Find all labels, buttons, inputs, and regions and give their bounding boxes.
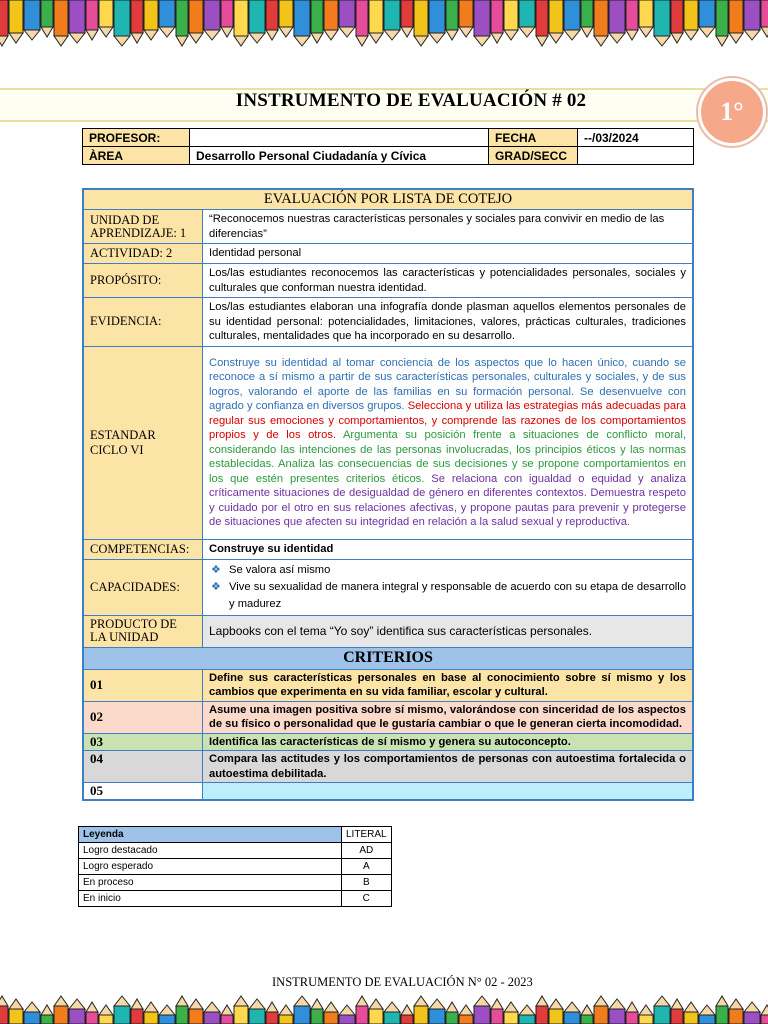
pencil-icon bbox=[159, 1005, 175, 1024]
diamond-bullet-icon: ❖ bbox=[211, 563, 221, 576]
pencil-icon-row bbox=[0, 0, 768, 48]
criteria-text: Identifica las características de sí mismo y genera su autoconcepto. bbox=[203, 733, 694, 751]
pencil-icon bbox=[249, 999, 265, 1024]
actividad-value: Identidad personal bbox=[203, 244, 694, 264]
evidencia-label: EVIDENCIA: bbox=[83, 298, 203, 347]
pencil-icon bbox=[266, 0, 278, 40]
legend-label: Logro esperado bbox=[79, 859, 342, 875]
capacidad-item: ❖ Se valora así mismo bbox=[209, 562, 686, 579]
legend-label: En inicio bbox=[79, 891, 342, 907]
actividad-label: ACTIVIDAD: 2 bbox=[83, 244, 203, 264]
estandar-text-purple: Se relaciona con igualdad o equidad y analiza críticamente situaciones de desigualdad de género en diferentes contextos. Demuestra respeto y cuidado por el otro en sus relaciones afectivas, y propone pautas para prevenir y protegerse de situaciones que afecten su integridad en relación a la salud sexual y reproductiva. bbox=[209, 472, 686, 528]
pencil-icon bbox=[189, 999, 203, 1024]
pencil-icon bbox=[279, 0, 293, 37]
pencil-icon bbox=[41, 0, 53, 37]
pencil-icon bbox=[609, 0, 625, 43]
footer-text: INSTRUMENTO DE EVALUACIÓN N° 02 - 2023 bbox=[272, 975, 533, 989]
legend-value: B bbox=[342, 875, 392, 891]
estandar-text-blue: Construye su identidad al tomar conciencia de los aspectos que lo hacen único, cuando se reconoce a sí mismo a partir de sus características personales, culturales y sociales, y de sus logros, valorando el aporte de las familias en su formación personal. Se desenvuelve con agrado y confianza en diversos grupos. bbox=[209, 356, 686, 412]
grado-field[interactable] bbox=[578, 147, 694, 165]
area-field[interactable]: Desarrollo Personal Ciudadanía y Cívica bbox=[190, 147, 489, 165]
pencil-icon bbox=[474, 996, 490, 1024]
pencil-icon bbox=[549, 0, 563, 43]
pencil-icon bbox=[131, 0, 143, 43]
pencil-icon bbox=[234, 0, 248, 46]
pencil-icon bbox=[729, 0, 743, 43]
criteria-row bbox=[83, 733, 693, 751]
pencil-icon bbox=[294, 0, 310, 46]
pencil-icon bbox=[221, 1005, 233, 1024]
pencil-icon bbox=[519, 1005, 535, 1024]
pencil-icon bbox=[459, 1005, 473, 1024]
pencil-icon bbox=[536, 0, 548, 46]
pencil-icon bbox=[581, 1005, 593, 1024]
legend-label: Logro destacado bbox=[79, 843, 342, 859]
pencil-icon bbox=[99, 1005, 113, 1024]
pencil-icon bbox=[581, 0, 593, 37]
pencil-icon bbox=[99, 0, 113, 37]
criteria-text: Compara las actitudes y los comportamientos de personas con autoestima fortalecida o autoestima debilitada. bbox=[203, 751, 694, 783]
unidad-value: “Reconocemos nuestras características personales y sociales para convivir en medio de las diferencias” bbox=[203, 210, 694, 244]
pencil-icon bbox=[311, 999, 323, 1024]
pencil-icon bbox=[144, 0, 158, 40]
pencil-icon bbox=[249, 0, 265, 43]
pencil-icon bbox=[384, 1002, 400, 1024]
profesor-label: PROFESOR: bbox=[83, 129, 190, 147]
producto-label: PRODUCTO DE LA UNIDAD bbox=[83, 615, 203, 647]
criteria-number: 04 bbox=[83, 751, 203, 783]
pencil-icon bbox=[339, 0, 355, 37]
pencil-icon bbox=[414, 0, 428, 46]
pencil-icon bbox=[671, 999, 683, 1024]
criteria-heading: CRITERIOS bbox=[83, 647, 693, 669]
pencil-icon bbox=[626, 1002, 638, 1024]
pencil-icon bbox=[369, 0, 383, 43]
criteria-row bbox=[83, 701, 693, 733]
pencil-icon bbox=[594, 996, 608, 1024]
legend-header: Leyenda bbox=[79, 827, 342, 843]
criteria-row bbox=[83, 751, 693, 783]
pencil-icon bbox=[429, 999, 445, 1024]
pencil-icon bbox=[761, 1005, 768, 1024]
criteria-row bbox=[83, 783, 693, 801]
pencil-icon bbox=[339, 1005, 355, 1024]
pencil-icon bbox=[356, 0, 368, 46]
criteria-text: Define sus características personales en base al conocimiento sobre sí mismo y los cambios que experimenta en su vida familiar, escolar y cultural. bbox=[203, 669, 694, 701]
pencil-icon bbox=[716, 0, 728, 46]
page-title: INSTRUMENTO DE EVALUACIÓN # 02 bbox=[235, 90, 587, 111]
pencil-icon bbox=[266, 1002, 278, 1024]
pencil-icon bbox=[114, 0, 130, 46]
proposito-label: PROPÓSITO: bbox=[83, 264, 203, 298]
area-label: ÀREA bbox=[83, 147, 190, 165]
pencil-icon bbox=[41, 1005, 53, 1024]
pencil-icon bbox=[9, 999, 23, 1024]
legend-value: C bbox=[342, 891, 392, 907]
pencil-icon bbox=[189, 0, 203, 43]
pencil-icon bbox=[504, 1002, 518, 1024]
pencil-icon bbox=[491, 0, 503, 43]
pencil-icon-row bbox=[0, 994, 768, 1024]
evaluation-table bbox=[82, 188, 694, 801]
capacidad-item: ❖ Vive su sexualidad de manera integral y responsable de acuerdo con su etapa de desarrollo y madurez bbox=[211, 580, 686, 610]
pencil-icon bbox=[564, 1002, 580, 1024]
pencil-icon bbox=[446, 0, 458, 40]
pencil-icon bbox=[699, 1005, 715, 1024]
evidencia-value: Los/las estudiantes elaboran una infografía donde plasman aquellos elementos personales de su identidad personal: potencialidades, limitaciones, valores, prácticas culturales, tradiciones culturales, mentalidades que ha incorporado en su desarrollo. bbox=[203, 298, 694, 347]
capacidades-list bbox=[203, 559, 694, 615]
pencil-icon bbox=[54, 0, 68, 46]
pencil-icon bbox=[356, 996, 368, 1024]
pencil-icon bbox=[131, 999, 143, 1024]
pencil-icon bbox=[384, 0, 400, 40]
pencil-icon bbox=[369, 999, 383, 1024]
pencil-icon bbox=[639, 0, 653, 37]
grado-label: GRAD/SECC bbox=[489, 147, 578, 165]
criteria-text: Asume una imagen positiva sobre sí mismo, valorándose con sinceridad de los aspectos de su físico o personalidad que le gustaría cambiar o que le generan cierta incomodidad. bbox=[203, 701, 694, 733]
legend-value: AD bbox=[342, 843, 392, 859]
capacidades-label: CAPACIDADES: bbox=[83, 559, 203, 615]
pencil-icon bbox=[761, 0, 768, 37]
grade-badge: 1° bbox=[698, 78, 766, 146]
criteria-number: 02 bbox=[83, 701, 203, 733]
competencias-value: Construye su identidad bbox=[203, 539, 694, 559]
pencil-icon bbox=[504, 0, 518, 40]
pencil-icon bbox=[9, 0, 23, 43]
pencil-icon bbox=[324, 1002, 338, 1024]
pencil-icon bbox=[86, 0, 98, 40]
pencil-icon bbox=[221, 0, 233, 37]
pencil-icon bbox=[114, 996, 130, 1024]
pencil-icon bbox=[176, 0, 188, 46]
legend-label: En proceso bbox=[79, 875, 342, 891]
criteria-number: 03 bbox=[83, 733, 203, 751]
pencil-icon bbox=[86, 1002, 98, 1024]
estandar-text-green: Argumenta su posición frente a situaciones de conflicto moral, considerando las intenciones de las personas involucradas, los principios éticos y las normas establecidas. Analiza las consecuencias de sus decisiones y se propone comportamientos en los que estén presentes criterios éticos. bbox=[209, 429, 687, 485]
pencil-icon bbox=[414, 996, 428, 1024]
pencil-icon bbox=[626, 0, 638, 40]
pencil-icon bbox=[744, 0, 760, 40]
pencil-icon bbox=[654, 996, 670, 1024]
pencil-icon bbox=[684, 1002, 698, 1024]
pencil-icon bbox=[54, 996, 68, 1024]
pencil-icon bbox=[204, 0, 220, 40]
pencil-icon bbox=[234, 996, 248, 1024]
profesor-field[interactable] bbox=[190, 129, 489, 147]
pencil-icon bbox=[744, 1002, 760, 1024]
pencil-icon bbox=[446, 1002, 458, 1024]
pencil-icon bbox=[716, 996, 728, 1024]
pencil-icon bbox=[0, 0, 8, 46]
pencil-icon bbox=[159, 0, 175, 37]
pencil-icon bbox=[549, 999, 563, 1024]
legend-value: A bbox=[342, 859, 392, 875]
top-pencil-border bbox=[0, 0, 768, 48]
pencil-icon bbox=[0, 996, 8, 1024]
evaluation-heading: EVALUACIÓN POR LISTA DE COTEJO bbox=[83, 189, 693, 210]
unidad-label: UNIDAD DE APRENDIZAJE: 1 bbox=[83, 210, 203, 244]
pencil-icon bbox=[24, 0, 40, 40]
pencil-icon bbox=[69, 0, 85, 43]
criteria-row bbox=[83, 669, 693, 701]
pencil-icon bbox=[594, 0, 608, 46]
pencil-icon bbox=[684, 0, 698, 40]
pencil-icon bbox=[429, 0, 445, 43]
producto-value: Lapbooks con el tema “Yo soy” identifica sus características personales. bbox=[203, 615, 694, 647]
pencil-icon bbox=[536, 996, 548, 1024]
pencil-icon bbox=[69, 999, 85, 1024]
pencil-icon bbox=[294, 996, 310, 1024]
pencil-icon bbox=[729, 999, 743, 1024]
criteria-number: 05 bbox=[83, 783, 203, 801]
fecha-field[interactable]: --/03/2024 bbox=[578, 129, 694, 147]
legend-literal-header: LITERAL bbox=[342, 827, 392, 843]
fecha-label: FECHA bbox=[489, 129, 578, 147]
bottom-pencil-border bbox=[0, 994, 768, 1024]
pencil-icon bbox=[699, 0, 715, 37]
diamond-bullet-icon: ❖ bbox=[211, 580, 221, 593]
pencil-icon bbox=[639, 1005, 653, 1024]
pencil-icon bbox=[176, 996, 188, 1024]
pencil-icon bbox=[144, 1002, 158, 1024]
competencias-label: COMPETENCIAS: bbox=[83, 539, 203, 559]
pencil-icon bbox=[401, 0, 413, 37]
pencil-icon bbox=[671, 0, 683, 43]
estandar-value bbox=[203, 346, 694, 539]
pencil-icon bbox=[474, 0, 490, 46]
pencil-icon bbox=[311, 0, 323, 43]
pencil-icon bbox=[519, 0, 535, 37]
pencil-icon bbox=[401, 1005, 413, 1024]
criteria-text bbox=[203, 783, 694, 801]
pencil-icon bbox=[324, 0, 338, 40]
header-table bbox=[82, 128, 694, 165]
estandar-text-red: Selecciona y utiliza las estrategias más adecuadas para regular sus emociones y comportamientos, y comprende las razones de los comportamientos propios y de los otros. bbox=[209, 400, 687, 441]
proposito-value: Los/las estudiantes reconocemos las características y potencialidades personales, sociales y culturales que conforman nuestra identidad. bbox=[203, 264, 694, 298]
legend-table bbox=[78, 826, 392, 907]
pencil-icon bbox=[279, 1005, 293, 1024]
criteria-number: 01 bbox=[83, 669, 203, 701]
pencil-icon bbox=[609, 999, 625, 1024]
pencil-icon bbox=[204, 1002, 220, 1024]
estandar-label: ESTANDAR CICLO VI bbox=[83, 346, 203, 539]
pencil-icon bbox=[564, 0, 580, 40]
pencil-icon bbox=[654, 0, 670, 46]
pencil-icon bbox=[459, 0, 473, 37]
pencil-icon bbox=[24, 1002, 40, 1024]
pencil-icon bbox=[491, 999, 503, 1024]
